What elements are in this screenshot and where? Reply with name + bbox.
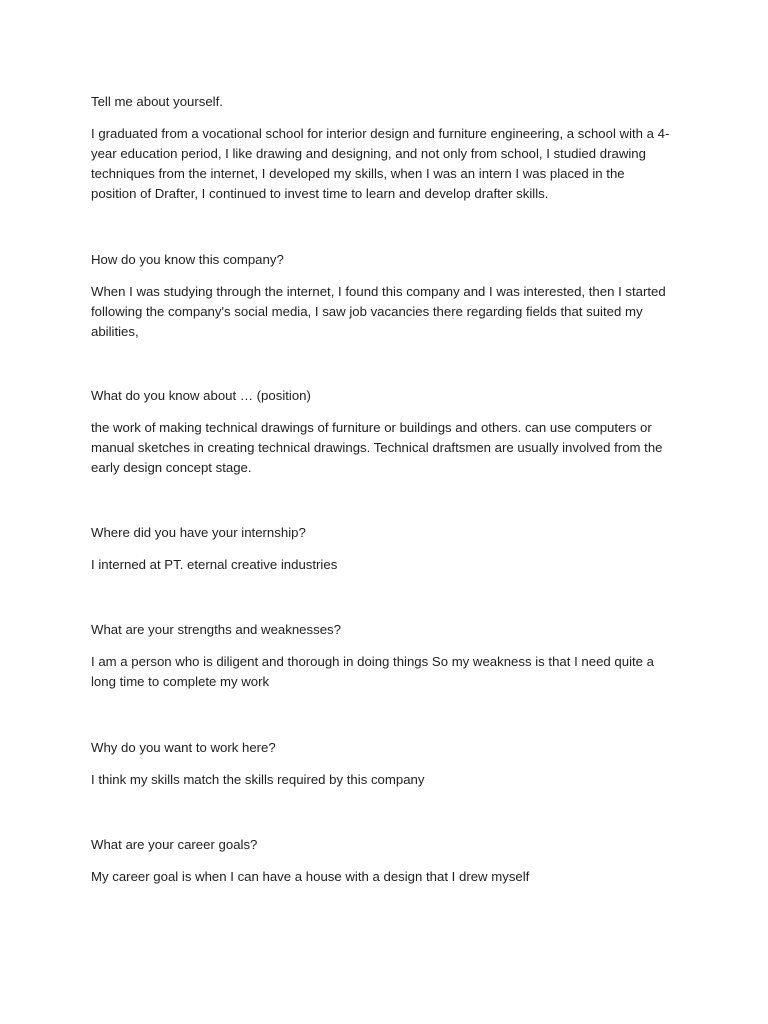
question-text: How do you know this company? bbox=[91, 252, 284, 267]
question-text: Why do you want to work here? bbox=[91, 740, 276, 755]
qa-block bbox=[91, 738, 672, 790]
answer-text: I am a person who is diligent and thorough in doing things So my weakness is that I need quite a long time to complete my work bbox=[91, 654, 655, 689]
question-text: What do you know about … (position) bbox=[91, 388, 311, 403]
answer-text: My career goal is when I can have a house with a design that I drew myself bbox=[91, 869, 530, 884]
question-text: What are your strengths and weaknesses? bbox=[91, 622, 341, 637]
qa-block bbox=[91, 523, 672, 575]
qa-block bbox=[91, 92, 672, 204]
qa-block bbox=[91, 386, 672, 478]
answer-text: I think my skills match the skills required by this company bbox=[91, 772, 425, 787]
answer-text: I interned at PT. eternal creative industries bbox=[91, 557, 338, 572]
qa-block bbox=[91, 835, 672, 887]
answer-text: I graduated from a vocational school for interior design and furniture engineering, a school with a 4-year education period, I like drawing and designing, and not only from school, I studied drawing techniques from the internet, I developed my skills, when I was an intern I was placed in the position of Drafter, I continued to invest time to learn and develop drafter skills. bbox=[91, 126, 670, 201]
question-text: What are your career goals? bbox=[91, 837, 258, 852]
qa-block bbox=[91, 620, 672, 692]
answer-text: When I was studying through the internet, I found this company and I was interested, then I started following the company's social media, I saw job vacancies there regarding fields that suited my abilities, bbox=[91, 284, 666, 339]
question-text: Tell me about yourself. bbox=[91, 94, 223, 109]
question-text: Where did you have your internship? bbox=[91, 525, 306, 540]
qa-block bbox=[91, 250, 672, 342]
answer-text: the work of making technical drawings of furniture or buildings and others. can use computers or manual sketches in creating technical drawings. Technical draftsmen are usually involved from the early design concept stage. bbox=[91, 420, 663, 475]
